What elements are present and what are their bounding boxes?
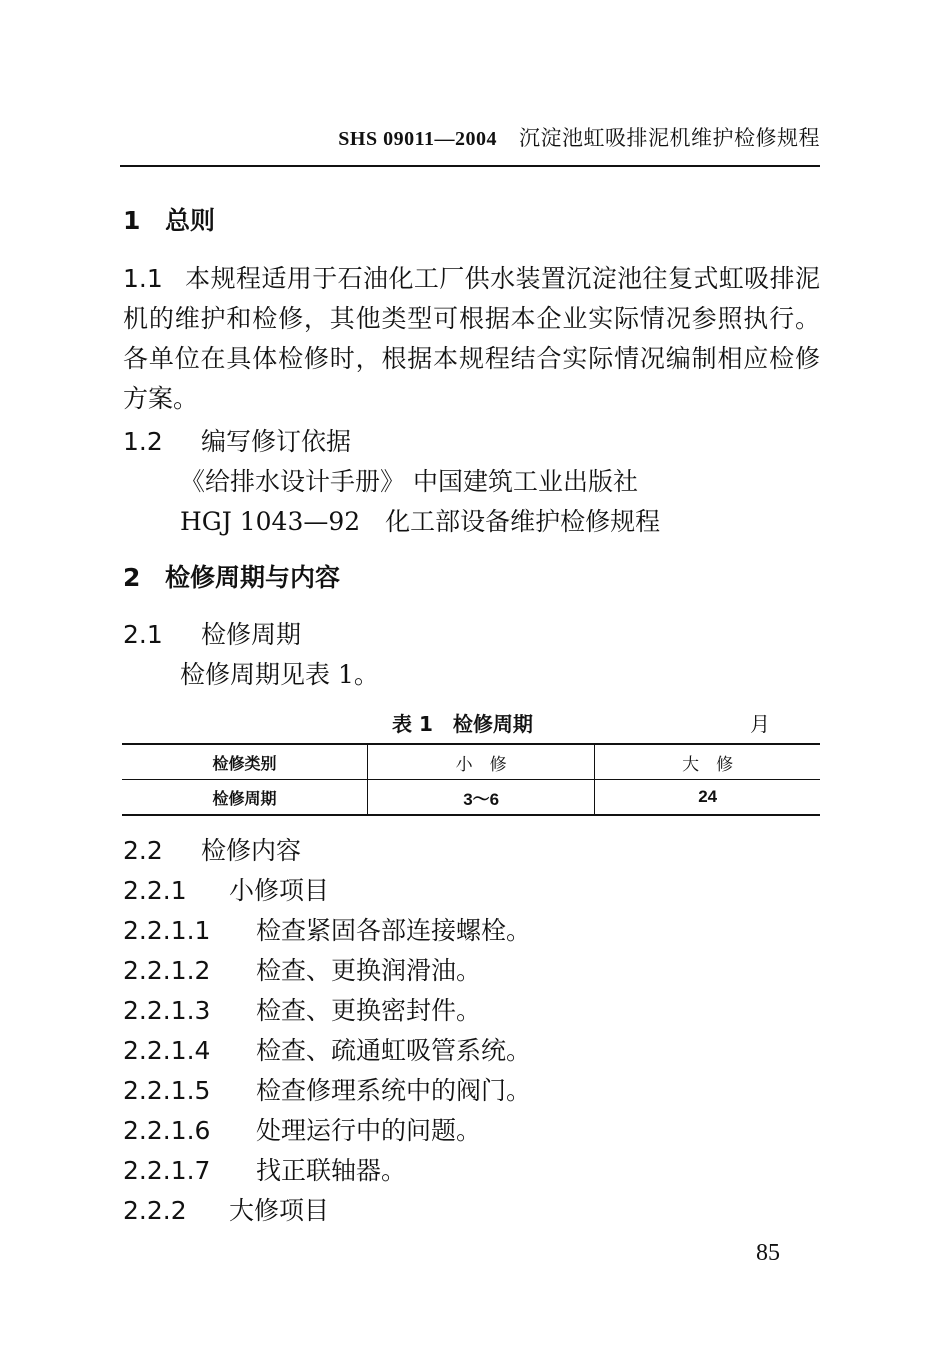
- header-rule: [120, 165, 820, 167]
- list-item: 2.2.1.2 检查、更换润滑油。: [123, 956, 482, 985]
- table-header-row: [122, 744, 820, 780]
- section-2-1-heading: 2.1 检修周期: [123, 620, 302, 649]
- section-2-2-1-heading: 2.2.1 小修项目: [123, 876, 330, 905]
- section-2-2-2-heading: 2.2.2 大修项目: [123, 1196, 330, 1225]
- section-1-heading: 1 总则: [123, 206, 216, 235]
- running-header: [120, 122, 820, 152]
- list-item: 2.2.1.7 找正联轴器。: [123, 1156, 407, 1185]
- document-title: 沉淀池虹吸排泥机维护检修规程: [519, 126, 820, 150]
- section-2-heading: 2 检修周期与内容: [123, 563, 341, 592]
- section-1-1-text: 本规程适用于石油化工厂供水装置沉淀池往复式虹吸排泥机的维护和检修，其他类型可根据本企业实际情况参照执行。各单位在具体检修时，根据本规程结合实际情况编制相应检修方案。: [123, 264, 820, 413]
- page-number: 85: [756, 1240, 780, 1266]
- reference-item: 《给排水设计手册》 中国建筑工业出版社: [180, 467, 638, 496]
- table-header-cell: 大 修: [595, 744, 820, 780]
- table-row: [122, 780, 820, 816]
- table-header-cell: 小 修: [368, 744, 595, 780]
- maintenance-period-table: [122, 743, 820, 816]
- table-cell: 检修周期: [122, 780, 368, 816]
- table-cell: 3～6: [368, 780, 595, 816]
- list-item: 2.2.1.4 检查、疏通虹吸管系统。: [123, 1036, 532, 1065]
- standard-code: SHS 09011—2004: [338, 128, 497, 150]
- list-item: 2.2.1.5 检查修理系统中的阀门。: [123, 1076, 532, 1105]
- section-1-1-paragraph: [123, 259, 820, 419]
- list-item: 2.2.1.6 处理运行中的问题。: [123, 1116, 482, 1145]
- table-unit: 月: [750, 712, 770, 736]
- section-2-2-heading: 2.2 检修内容: [123, 836, 302, 865]
- table-cell: 24: [595, 780, 820, 816]
- list-item: 2.2.1.3 检查、更换密封件。: [123, 996, 482, 1025]
- table-title: 表 1 检修周期: [392, 712, 533, 736]
- table-header-cell: 检修类别: [122, 744, 368, 780]
- section-1-1-number: 1.1: [123, 264, 163, 293]
- section-2-1-text: 检修周期见表 1。: [180, 660, 379, 689]
- list-item: 2.2.1.1 检查紧固各部连接螺栓。: [123, 916, 532, 945]
- reference-item: HGJ 1043—92 化工部设备维护检修规程: [180, 507, 661, 536]
- section-1-2-heading: 1.2 编写修订依据: [123, 427, 352, 456]
